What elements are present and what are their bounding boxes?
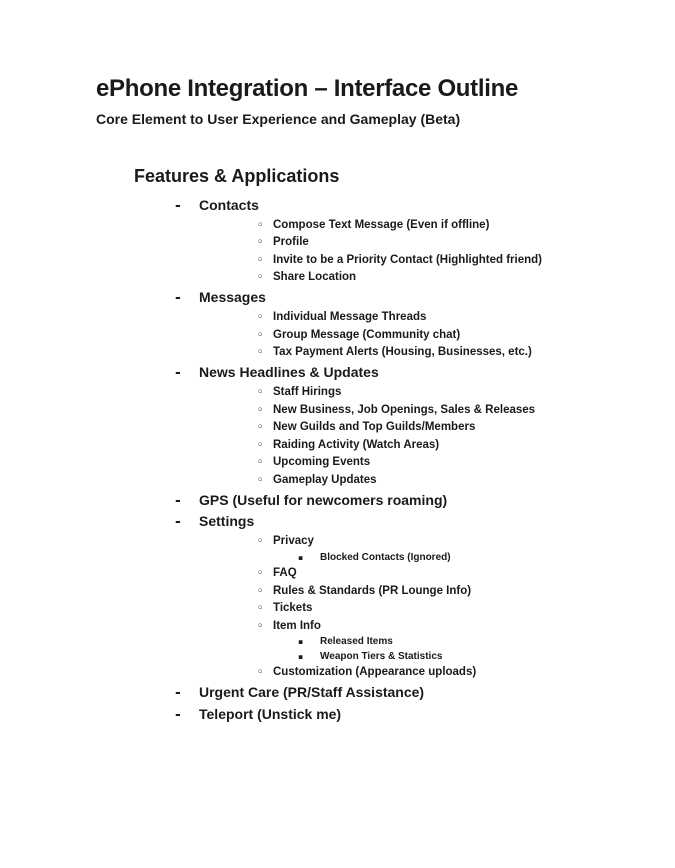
circle-bullet-icon: ◦	[257, 237, 264, 248]
outline-item-label: News Headlines & Updates	[199, 364, 379, 380]
outline-item	[96, 533, 656, 551]
outline-item	[96, 705, 656, 725]
circle-bullet-icon: ◦	[257, 404, 264, 416]
outline-list	[96, 194, 656, 726]
circle-bullet-icon: ◦	[257, 536, 264, 547]
outline-item	[96, 309, 656, 327]
outline-item	[96, 384, 656, 402]
outline-item	[96, 217, 656, 235]
outline-item	[96, 565, 656, 583]
outline-item	[96, 454, 656, 472]
outline-item	[96, 234, 656, 252]
outline-item	[96, 269, 656, 287]
dash-bullet-icon: -	[175, 197, 181, 214]
circle-bullet-icon: ◦	[257, 312, 264, 323]
outline-item-label: Compose Text Message (Even if offline)	[273, 218, 490, 231]
square-bullet-icon: ▪	[298, 637, 304, 646]
document-subtitle: Core Element to User Experience and Gameplay (Beta)	[96, 111, 461, 127]
outline-item-label: Released Items	[320, 636, 393, 647]
outline-item-label: Individual Message Threads	[273, 311, 427, 323]
section-heading: Features & Applications	[134, 166, 340, 186]
outline-item	[96, 437, 656, 455]
dash-bullet-icon: -	[175, 685, 181, 701]
outline-item	[96, 288, 656, 308]
circle-bullet-icon: ◦	[257, 474, 264, 486]
circle-bullet-icon: ◦	[257, 329, 264, 341]
outline-item-label: Group Message (Community chat)	[273, 328, 461, 341]
outline-item	[96, 252, 656, 270]
outline-item	[96, 491, 656, 511]
dash-bullet-icon: -	[175, 514, 181, 530]
circle-bullet-icon: ◦	[257, 387, 264, 398]
circle-bullet-icon: ◦	[257, 457, 264, 468]
circle-bullet-icon: ◦	[257, 603, 264, 614]
outline-item-label: Settings	[199, 513, 255, 529]
circle-bullet-icon: ◦	[257, 254, 264, 266]
outline-item-label: Urgent Care (PR/Staff Assistance)	[199, 684, 425, 700]
outline-item-label: New Guilds and Top Guilds/Members	[273, 421, 476, 433]
outline-item	[96, 551, 656, 566]
outline-item-label: Share Location	[273, 271, 357, 283]
outline-item-label: Item Info	[273, 619, 321, 632]
outline-item-label: Messages	[199, 289, 266, 305]
outline-item	[96, 419, 656, 437]
outline-item-label: Tickets	[273, 602, 313, 614]
outline-item	[96, 664, 656, 682]
outline-item-label: New Business, Job Openings, Sales & Releases	[273, 403, 536, 416]
square-bullet-icon: ▪	[298, 552, 304, 562]
outline-item	[96, 472, 656, 490]
circle-bullet-icon: ◦	[257, 585, 264, 597]
outline-item-label: Profile	[273, 236, 309, 248]
outline-item-label: Customization (Appearance uploads)	[273, 666, 477, 678]
circle-bullet-icon: ◦	[257, 667, 264, 678]
circle-bullet-icon: ◦	[257, 568, 264, 579]
outline-item	[96, 635, 656, 650]
outline-item	[96, 512, 656, 532]
circle-bullet-icon: ◦	[257, 422, 264, 433]
outline-item-label: Teleport (Unstick me)	[199, 705, 342, 722]
outline-item-label: Staff Hirings	[273, 386, 342, 398]
outline-item-label: GPS (Useful for newcomers roaming)	[199, 491, 448, 508]
outline-item	[96, 344, 656, 362]
outline-item	[96, 650, 656, 665]
circle-bullet-icon: ◦	[257, 439, 264, 451]
outline-item-label: Gameplay Updates	[273, 473, 377, 486]
outline-item-label: FAQ	[273, 567, 297, 579]
outline-item-label: Raiding Activity (Watch Areas)	[273, 438, 440, 451]
outline-item-label: Rules & Standards (PR Lounge Info)	[273, 584, 472, 597]
outline-item	[96, 196, 656, 216]
outline-item	[96, 363, 656, 383]
circle-bullet-icon: ◦	[257, 347, 264, 358]
dash-bullet-icon: -	[175, 706, 181, 723]
outline-item-label: Privacy	[273, 535, 314, 547]
outline-item	[96, 402, 656, 420]
outline-item-label: Upcoming Events	[273, 456, 371, 468]
outline-item-label: Blocked Contacts (Ignored)	[320, 551, 451, 563]
outline-item	[96, 600, 656, 618]
outline-item-label: Weapon Tiers & Statistics	[320, 650, 443, 662]
circle-bullet-icon: ◦	[257, 272, 264, 283]
outline-item	[96, 683, 656, 703]
circle-bullet-icon: ◦	[257, 219, 264, 231]
dash-bullet-icon: -	[175, 365, 181, 381]
outline-item	[96, 618, 656, 636]
outline-item	[96, 583, 656, 601]
circle-bullet-icon: ◦	[257, 620, 264, 632]
outline-item	[96, 327, 656, 345]
outline-item-label: Invite to be a Priority Contact (Highlighted friend)	[273, 253, 542, 266]
square-bullet-icon: ▪	[298, 651, 304, 661]
document-title: ePhone Integration – Interface Outline	[96, 75, 519, 102]
outline-item-label: Contacts	[199, 196, 259, 213]
outline-item-label: Tax Payment Alerts (Housing, Businesses, etc.)	[273, 346, 532, 358]
dash-bullet-icon: -	[175, 492, 181, 509]
dash-bullet-icon: -	[175, 290, 181, 306]
